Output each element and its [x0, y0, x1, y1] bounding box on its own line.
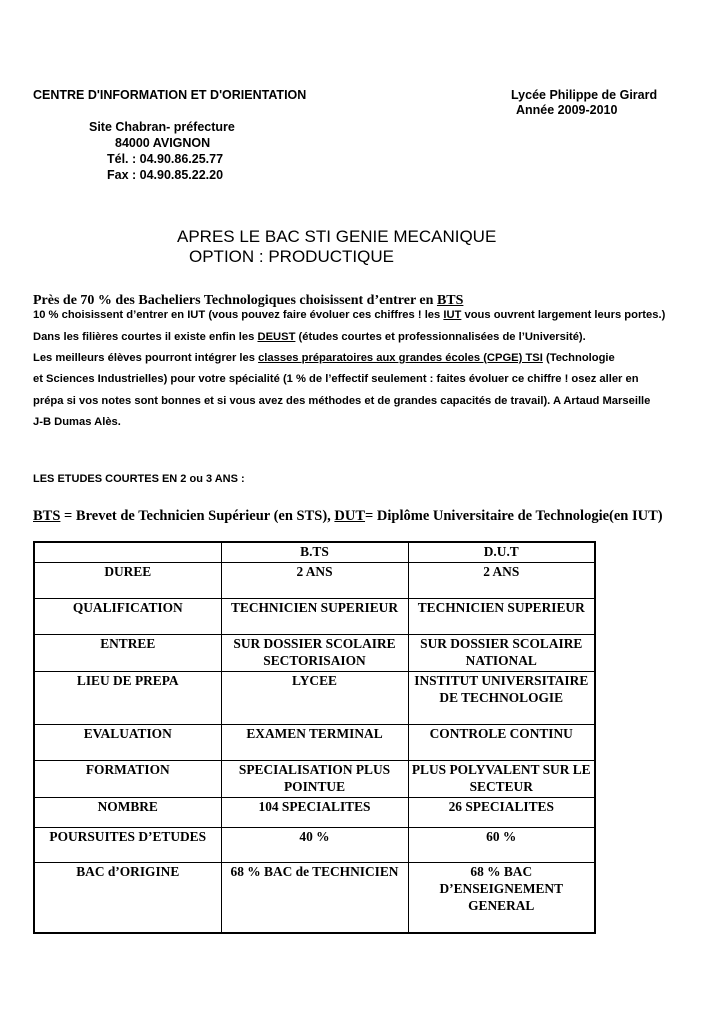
cpge-link[interactable]: classes préparatoires aux grandes écoles (CPGE) TSI [258, 352, 543, 364]
bts-cell: 2 ANS [221, 563, 408, 599]
bts-cell: LYCEE [221, 672, 408, 725]
table-header-row [34, 542, 595, 563]
dut-cell: TECHNICIEN SUPERIEUR [408, 599, 595, 635]
row-label: LIEU DE PREPA [34, 672, 221, 725]
cio-name: CENTRE D'INFORMATION ET D'ORIENTATION [33, 88, 307, 102]
bts-cell: 68 % BAC de TECHNICIEN [221, 863, 408, 933]
table-row [34, 672, 595, 725]
intro-deust-text-b: (études courtes et professionnalisées de l’Université). [295, 331, 586, 343]
def-dut: DUT [334, 508, 366, 524]
bts-cell: 104 SPECIALITES [221, 798, 408, 828]
row-label: ENTREE [34, 635, 221, 672]
table-row [34, 563, 595, 599]
intro-cpge-text-a: Les meilleurs élèves pourront intégrer les [33, 352, 259, 364]
intro-line-iut [33, 309, 665, 321]
telephone: Tél. : 04.90.86.25.77 [107, 152, 224, 166]
bts-cell: TECHNICIEN SUPERIEUR [221, 599, 408, 635]
bts-cell: EXAMEN TERMINAL [221, 725, 408, 761]
def-dut-text: = Diplôme Universitaire de Technologie(en IUT) [365, 508, 663, 524]
intro-line-6: J-B Dumas Alès. [33, 416, 121, 428]
intro-line-4: et Sciences Industrielles) pour votre spécialité (1 % de l’effectif seulement : faites évoluer ce chiffre ! osez aller en [33, 373, 639, 385]
page-title: APRES LE BAC STI GENIE MECANIQUE [177, 227, 497, 246]
row-label: DUREE [34, 563, 221, 599]
def-bts: BTS [33, 508, 61, 524]
dut-cell: SUR DOSSIER SCOLAIRE NATIONAL [408, 635, 595, 672]
row-label: FORMATION [34, 761, 221, 798]
comparison-table [33, 541, 596, 934]
intro-line-5: prépa si vos notes sont bonnes et si vous avez des méthodes et de grandes capacités de travail). A Artaud Marseille [33, 395, 651, 407]
site-address: Site Chabran- préfecture [89, 120, 235, 134]
intro-lead-text: Près de 70 % des Bacheliers Technologiques choisissent d’entrer en [33, 293, 437, 308]
deust-link[interactable]: DEUST [257, 331, 296, 343]
intro-deust-text-a: Dans les filières courtes il existe enfin les [33, 331, 258, 343]
table-header-cell [34, 542, 221, 563]
table-row [34, 761, 595, 798]
bts-cell: 40 % [221, 828, 408, 863]
intro-line-cpge [33, 352, 615, 364]
dut-cell: 68 % BAC D’ENSEIGNEMENT GENERAL [408, 863, 595, 933]
school-name: Lycée Philippe de Girard [511, 88, 658, 102]
fax: Fax : 04.90.85.22.20 [107, 168, 224, 182]
definitions-line [33, 508, 663, 525]
row-label: NOMBRE [34, 798, 221, 828]
table-row [34, 798, 595, 828]
dut-cell: INSTITUT UNIVERSITAIRE DE TECHNOLOGIE [408, 672, 595, 725]
section-heading: LES ETUDES COURTES EN 2 ou 3 ANS : [33, 473, 245, 485]
row-label: EVALUATION [34, 725, 221, 761]
dut-cell: 2 ANS [408, 563, 595, 599]
city: 84000 AVIGNON [115, 136, 211, 150]
intro-line-deust [33, 331, 586, 343]
row-label: QUALIFICATION [34, 599, 221, 635]
iut-link[interactable]: IUT [443, 309, 462, 321]
row-label: BAC d’ORIGINE [34, 863, 221, 933]
table-row [34, 635, 595, 672]
intro-iut-text-b: vous ouvrent largement leurs portes.) [461, 309, 666, 321]
bts-link[interactable]: BTS [436, 293, 464, 308]
dut-cell: 60 % [408, 828, 595, 863]
intro-iut-text-a: 10 % choisissent d’entrer en IUT (vous pouvez faire évoluer ces chiffres ! les [33, 309, 444, 321]
intro-cpge-text-b: (Technologie [542, 352, 615, 364]
table-header-cell: B.TS [221, 542, 408, 563]
table-row [34, 863, 595, 933]
table-row [34, 828, 595, 863]
row-label: POURSUITES D’ETUDES [34, 828, 221, 863]
def-bts-text: = Brevet de Technicien Supérieur (en STS), [60, 508, 335, 524]
table-row [34, 725, 595, 761]
school-year: Année 2009-2010 [516, 103, 618, 117]
dut-cell: CONTROLE CONTINU [408, 725, 595, 761]
table-row [34, 599, 595, 635]
table-header-cell: D.U.T [408, 542, 595, 563]
page-subtitle: OPTION : PRODUCTIQUE [189, 247, 394, 266]
bts-cell: SUR DOSSIER SCOLAIRE SECTORISAION [221, 635, 408, 672]
bts-cell: SPECIALISATION PLUS POINTUE [221, 761, 408, 798]
dut-cell: PLUS POLYVALENT SUR LE SECTEUR [408, 761, 595, 798]
intro-lead [33, 293, 463, 309]
dut-cell: 26 SPECIALITES [408, 798, 595, 828]
